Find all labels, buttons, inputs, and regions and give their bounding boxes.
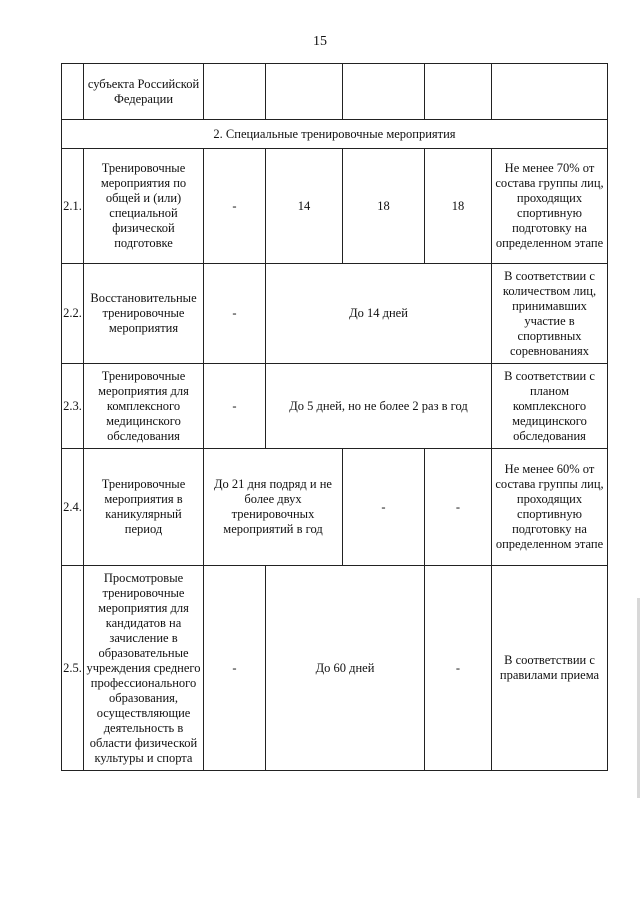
value-cell: - — [204, 566, 266, 771]
value-cell: - — [425, 566, 492, 771]
note-cell: Не менее 60% от состава группы лиц, проходящих спортивную подготовку на определенном этапе — [492, 449, 608, 566]
table-row — [62, 364, 608, 449]
num-cell: 2.3. — [62, 364, 84, 449]
value-cell: - — [425, 449, 492, 566]
section-header-row — [62, 120, 608, 149]
name-cell: Просмотровые тренировочные мероприятия для кандидатов на зачисление в образовательные учреждения среднего профессионального образования, осуществляющие деятельность в области физической культуры и спорта — [84, 566, 204, 771]
value-cell — [343, 64, 425, 120]
name-cell: субъекта Российской Федерации — [84, 64, 204, 120]
num-cell: 2.1. — [62, 149, 84, 264]
name-cell: Тренировочные мероприятия для комплексного медицинского обследования — [84, 364, 204, 449]
note-cell: Не менее 70% от состава группы лиц, проходящих спортивную подготовку на определенном этапе — [492, 149, 608, 264]
num-cell — [62, 64, 84, 120]
table-row — [62, 64, 608, 120]
value-cell: 14 — [266, 149, 343, 264]
table-row — [62, 264, 608, 364]
value-cell: 18 — [425, 149, 492, 264]
note-cell: В соответствии с правилами приема — [492, 566, 608, 771]
value-cell — [204, 64, 266, 120]
value-cell — [266, 64, 343, 120]
value-cell: 18 — [343, 149, 425, 264]
table-row — [62, 449, 608, 566]
table-row — [62, 566, 608, 771]
value-cell — [425, 64, 492, 120]
name-cell: Тренировочные мероприятия в каникулярный период — [84, 449, 204, 566]
num-cell: 2.2. — [62, 264, 84, 364]
value-cell: - — [204, 149, 266, 264]
merged-value-cell: До 5 дней, но не более 2 раз в год — [266, 364, 492, 449]
name-cell: Тренировочные мероприятия по общей и (или) специальной физической подготовке — [84, 149, 204, 264]
name-cell: Восстановительные тренировочные мероприятия — [84, 264, 204, 364]
merged-value-cell: До 60 дней — [266, 566, 425, 771]
table-row — [62, 149, 608, 264]
value-cell: - — [343, 449, 425, 566]
note-cell — [492, 64, 608, 120]
num-cell: 2.5. — [62, 566, 84, 771]
merged-value-cell: До 14 дней — [266, 264, 492, 364]
note-cell: В соответствии с количеством лиц, принимавших участие в спортивных соревнованиях — [492, 264, 608, 364]
section-title: 2. Специальные тренировочные мероприятия — [62, 120, 608, 149]
note-cell: В соответствии с планом комплексного медицинского обследования — [492, 364, 608, 449]
value-cell: - — [204, 264, 266, 364]
num-cell: 2.4. — [62, 449, 84, 566]
training-events-table — [61, 63, 608, 771]
page-number: 15 — [313, 34, 327, 49]
value-cell: - — [204, 364, 266, 449]
merged-value-cell: До 21 дня подряд и не более двух тренировочных мероприятий в год — [204, 449, 343, 566]
